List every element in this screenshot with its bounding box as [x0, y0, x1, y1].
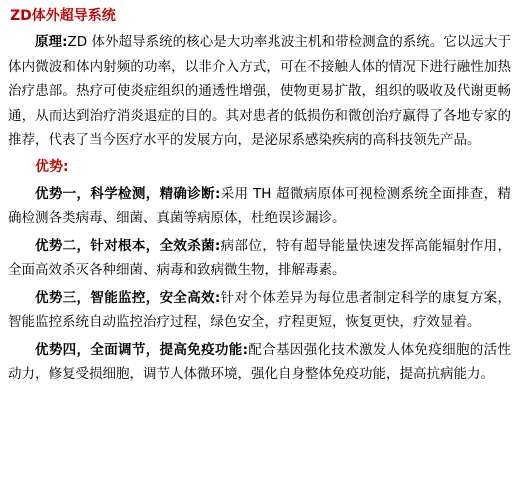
advantage-text-1: 采用 TH 超微病原体可视检测系统全面排查，精确检测各类病毒、细菌、真菌等病原体，杜绝误诊漏诊。: [8, 185, 511, 226]
advantage-lead-3: 优势三，智能监控，安全高效:: [35, 289, 221, 306]
document-title: ZD体外超导系统: [10, 8, 116, 24]
advantages-heading: 优势:: [35, 158, 69, 175]
advantage-text-4: 配合基因强化技术激发人体免疫细胞的活性动力，修复受损细胞，调节人体微环境，强化自身整体免疫功能，提高抗病能力。: [8, 341, 511, 382]
advantage-paragraph-4: [8, 338, 511, 387]
principle-lead: 原理:: [35, 34, 68, 50]
advantage-text-3: 针对个体差异为每位患者制定科学的康复方案，智能监控系统自动监控治疗过程，绿色安全，疗程更短，恢复更快，疗效显着。: [8, 289, 512, 330]
advantage-paragraph-2: [8, 234, 511, 283]
advantage-lead-4: 优势四，全面调节，提高免疫功能:: [35, 341, 249, 358]
advantage-lead-2: 优势二，针对根本，全效杀菌:: [35, 237, 221, 254]
principle-text: ZD 体外超导系统的核心是大功率兆波主机和带检测盒的系统。它以远大于体内微波和体内射频的功率，以非介入方式，可在不接触人体的情况下进行融性加热治疗患部。热疗可使炎症组织的通透性增强，使物更易扩散，组织的吸收及代谢更畅通，从而达到治疗消炎退症的目的。其对患者的低损伤和微创治疗赢得了各地专家的推荐，代表了当今医疗水平的发展方向，是泌尿系感染疾病的高科技领先产品。: [8, 34, 511, 148]
advantage-lead-1: 优势一，科学检测，精确诊断:: [35, 185, 221, 202]
principle-paragraph: [8, 30, 511, 153]
advantage-paragraph-1: [8, 182, 511, 231]
advantage-paragraph-3: [8, 286, 511, 335]
advantage-text-2: 病部位，特有超导能量快速发挥高能辐射作用，全面高效杀灭各种细菌、病毒和致病微生物，排解毒素。: [8, 237, 512, 278]
